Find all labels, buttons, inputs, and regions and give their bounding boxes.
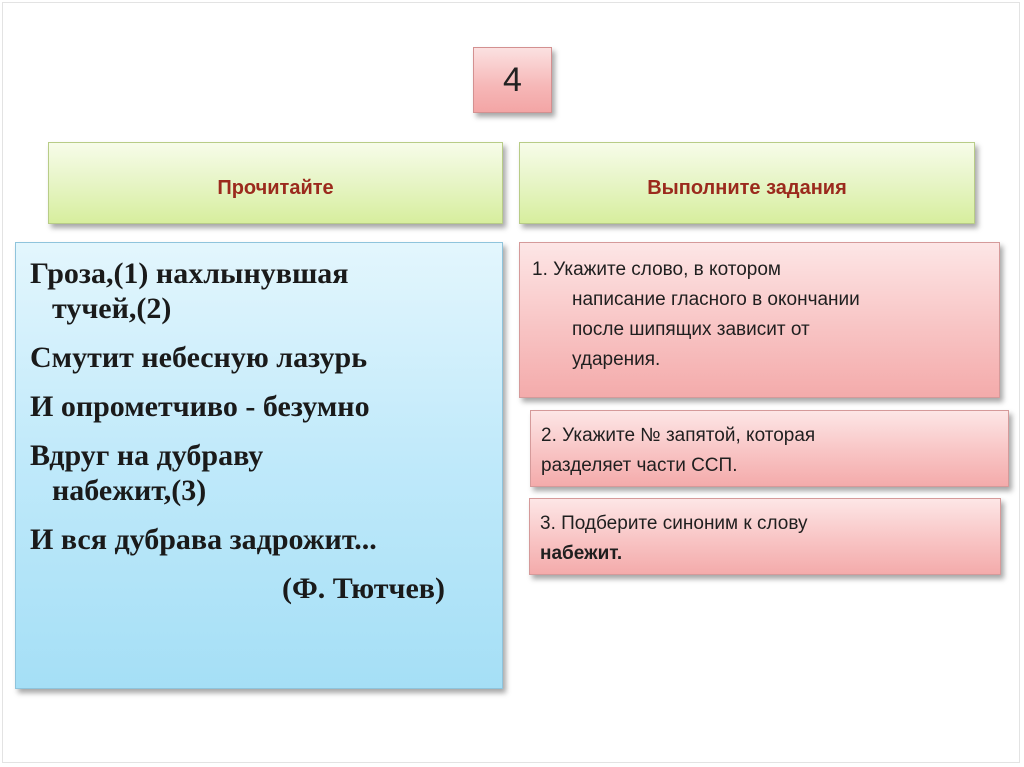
- poem-author: (Ф. Тютчев): [282, 572, 445, 605]
- task-1-line: после шипящих зависит от: [572, 319, 810, 340]
- task-1-box: [519, 242, 1000, 398]
- task-1-line: написание гласного в окончании: [572, 289, 860, 310]
- tasks-header: [519, 142, 975, 224]
- poem-line: тучей,(2): [52, 292, 172, 325]
- task-1-line: ударения.: [572, 349, 661, 370]
- read-header-label: Прочитайте: [217, 176, 334, 199]
- poem-line: Смутит небесную лазурь: [30, 341, 368, 374]
- slide-number-box: [473, 47, 552, 113]
- poem-line: Вдруг на дубраву: [30, 439, 264, 472]
- slide-number: 4: [503, 60, 522, 99]
- poem-line: набежит,(3): [52, 474, 207, 507]
- poem-box: [15, 242, 503, 689]
- task-1-line: 1. Укажите слово, в котором: [532, 259, 781, 280]
- task-2-line: разделяет части ССП.: [541, 455, 738, 476]
- poem-line: И опрометчиво - безумно: [30, 390, 370, 423]
- task-2-line: 2. Укажите № запятой, которая: [541, 425, 816, 446]
- read-header: [48, 142, 503, 224]
- poem-line: Гроза,(1) нахлынувшая: [30, 257, 349, 290]
- task-3-box: [529, 498, 1001, 575]
- task-3-bold-word: набежит.: [540, 543, 623, 564]
- task-3-text: 3. Подберите синоним к слову: [540, 513, 808, 534]
- task-2-box: [530, 410, 1009, 487]
- poem-line: И вся дубрава задрожит...: [30, 523, 377, 556]
- tasks-header-label: Выполните задания: [647, 176, 847, 199]
